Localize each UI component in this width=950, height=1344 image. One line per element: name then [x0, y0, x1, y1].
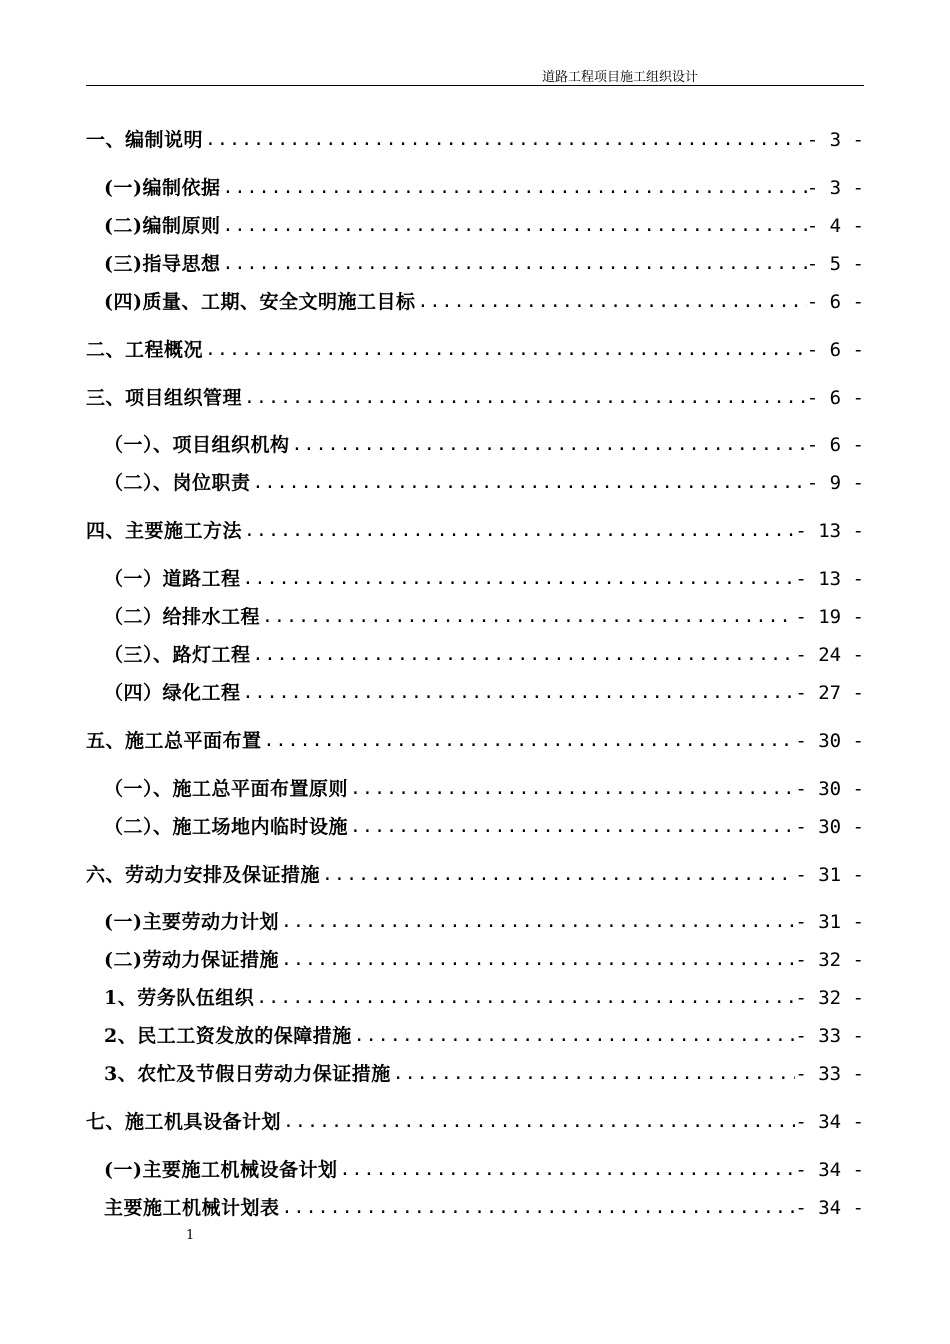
toc-entry[interactable] — [104, 1152, 864, 1182]
toc-entry-title: (二)编制原则 — [104, 215, 221, 237]
toc-entry[interactable] — [86, 380, 864, 410]
toc-leader-dots — [348, 815, 795, 839]
toc-entry-page: - 3 - — [806, 177, 864, 199]
toc-entry-title: 3、农忙及节假日劳动力保证措施 — [104, 1063, 391, 1085]
toc-entry-page: - 34 - — [795, 1197, 864, 1219]
toc-leader-dots — [320, 863, 795, 887]
toc-leader-dots — [241, 681, 796, 705]
toc-entry-title: (三)指导思想 — [104, 253, 221, 275]
toc-entry[interactable] — [86, 332, 864, 362]
toc-entry[interactable] — [104, 427, 864, 457]
toc-entry-page: - 32 - — [795, 949, 864, 971]
toc-entry-page: - 19 - — [795, 606, 864, 628]
toc-entry-title: （四）绿化工程 — [104, 682, 241, 704]
toc-entry[interactable] — [104, 980, 864, 1010]
toc-entry-title: (一)主要施工机械设备计划 — [104, 1159, 338, 1181]
toc-entry[interactable] — [104, 170, 864, 200]
toc-entry[interactable] — [104, 1190, 864, 1220]
toc-entry[interactable] — [86, 723, 864, 753]
toc-entry[interactable] — [86, 122, 864, 152]
toc-entry-page: - 6 - — [806, 434, 864, 456]
toc-leader-dots — [279, 910, 795, 934]
header-rule — [86, 85, 864, 86]
toc-entry[interactable] — [104, 771, 864, 801]
toc-leader-dots — [281, 1110, 795, 1134]
toc-entry-page: - 4 - — [806, 215, 864, 237]
toc-entry-title: 1、劳务队伍组织 — [104, 987, 255, 1009]
toc-entry-page: - 5 - — [806, 253, 864, 275]
toc-entry-page: - 13 - — [795, 520, 864, 542]
toc-entry-title: 七、施工机具设备计划 — [86, 1111, 282, 1133]
toc-entry-page: - 30 - — [795, 816, 864, 838]
toc-leader-dots — [415, 290, 806, 314]
toc-entry[interactable] — [86, 1104, 864, 1134]
toc-entry-title: (一)编制依据 — [104, 177, 221, 199]
toc-leader-dots — [391, 1062, 796, 1086]
toc-entry[interactable] — [104, 1018, 864, 1048]
toc-entry-title: 二、工程概况 — [86, 339, 204, 361]
toc-entry-page: - 3 - — [806, 129, 864, 151]
toc-entry-title: 一、编制说明 — [86, 129, 204, 151]
toc-entry-page: - 27 - — [795, 682, 864, 704]
toc-entry[interactable] — [104, 284, 864, 314]
toc-entry-title: 主要施工机械计划表 — [104, 1197, 280, 1219]
toc-entry-page: - 30 - — [795, 778, 864, 800]
toc-entry[interactable] — [86, 857, 864, 887]
toc-entry[interactable] — [104, 208, 864, 238]
toc-entry[interactable] — [104, 809, 864, 839]
toc-entry-page: - 31 - — [795, 911, 864, 933]
toc-entry[interactable] — [104, 561, 864, 591]
toc-leader-dots — [203, 338, 807, 362]
toc-entry-page: - 33 - — [795, 1063, 864, 1085]
toc-entry[interactable] — [104, 675, 864, 705]
toc-leader-dots — [290, 433, 807, 457]
toc-entry[interactable] — [104, 942, 864, 972]
toc-entry-page: - 6 - — [806, 339, 864, 361]
toc-entry-title: 2、民工工资发放的保障措施 — [104, 1025, 352, 1047]
toc-entry-title: （一）、施工总平面布置原则 — [104, 778, 349, 800]
toc-leader-dots — [220, 214, 806, 238]
toc-entry-page: - 6 - — [806, 291, 864, 313]
toc-entry[interactable] — [104, 465, 864, 495]
toc-leader-dots — [242, 386, 807, 410]
toc-entry-title: 三、项目组织管理 — [86, 387, 243, 409]
toc-leader-dots — [242, 519, 795, 543]
toc-entry-title: (一)主要劳动力计划 — [104, 911, 279, 933]
toc-entry-title: (四)质量、工期、安全文明施工目标 — [104, 291, 416, 313]
toc-entry-page: - 9 - — [806, 472, 864, 494]
toc-leader-dots — [262, 729, 796, 753]
toc-leader-dots — [337, 1158, 795, 1182]
toc-entry-page: - 13 - — [795, 568, 864, 590]
toc-entry-page: - 24 - — [795, 644, 864, 666]
toc-leader-dots — [251, 471, 807, 495]
toc-entry[interactable] — [104, 904, 864, 934]
running-header-title: 道路工程项目施工组织设计 — [541, 70, 698, 85]
toc-entry-title: （二）给排水工程 — [104, 606, 261, 628]
toc-entry[interactable] — [104, 1056, 864, 1086]
toc-leader-dots — [251, 643, 796, 667]
toc-entry-title: 四、主要施工方法 — [86, 520, 243, 542]
toc-leader-dots — [279, 948, 795, 972]
toc-entry-page: - 31 - — [795, 864, 864, 886]
toc-entry-page: - 34 - — [795, 1159, 864, 1181]
toc-entry-title: （二）、岗位职责 — [104, 472, 251, 494]
toc-entry[interactable] — [104, 599, 864, 629]
toc-leader-dots — [203, 128, 807, 152]
footer-page-number: 1 — [186, 1228, 195, 1243]
toc-leader-dots — [241, 567, 796, 591]
toc-entry[interactable] — [104, 637, 864, 667]
toc-entry-title: （一）、项目组织机构 — [104, 434, 290, 456]
toc-leader-dots — [260, 605, 795, 629]
toc-leader-dots — [280, 1196, 796, 1220]
toc-leader-dots — [220, 252, 806, 276]
toc-entry-page: - 30 - — [795, 730, 864, 752]
toc-leader-dots — [352, 1024, 796, 1048]
toc-entry-page: - 33 - — [795, 1025, 864, 1047]
toc-entry-page: - 6 - — [806, 387, 864, 409]
toc-entry-page: - 32 - — [795, 987, 864, 1009]
toc-entry-title: (二)劳动力保证措施 — [104, 949, 279, 971]
toc-entry-page: - 34 - — [795, 1111, 864, 1133]
toc-entry-title: 六、劳动力安排及保证措施 — [86, 864, 321, 886]
toc-leader-dots — [254, 986, 795, 1010]
toc-leader-dots — [348, 777, 795, 801]
toc-entry[interactable] — [104, 246, 864, 276]
toc-entry-title: 五、施工总平面布置 — [86, 730, 262, 752]
toc-entry[interactable] — [86, 513, 864, 543]
toc-leader-dots — [220, 176, 806, 200]
toc-entry-title: （一）道路工程 — [104, 568, 241, 590]
toc-entry-title: （二）、施工场地内临时设施 — [104, 816, 349, 838]
toc-entry-title: （三）、路灯工程 — [104, 644, 251, 666]
